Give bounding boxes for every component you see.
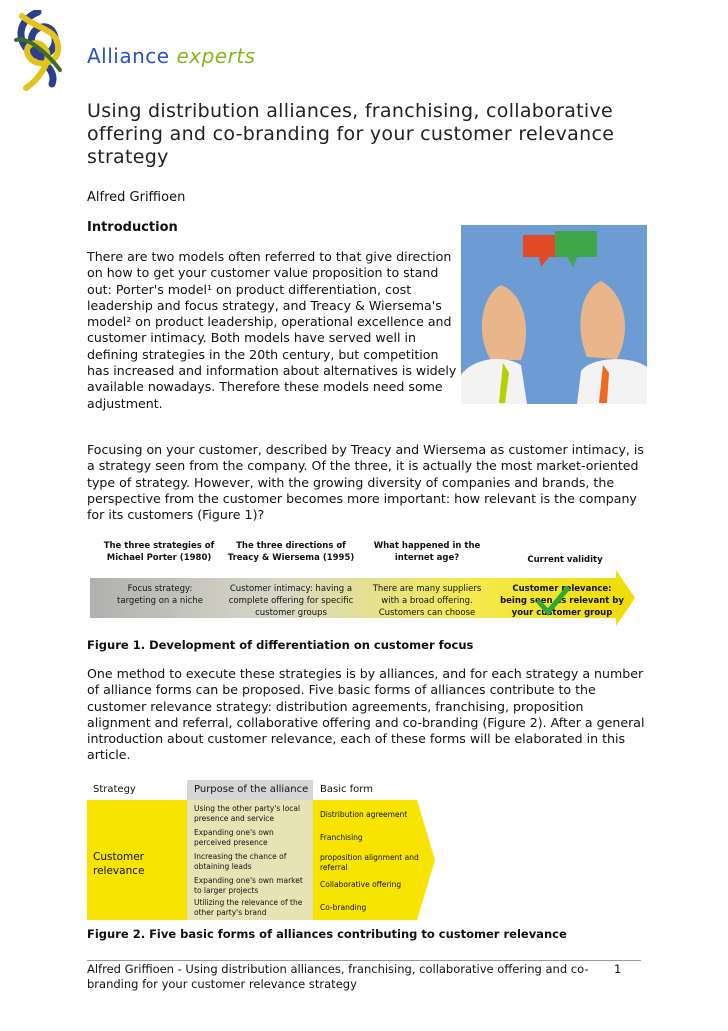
paragraph-1: There are two models often referred to that give direction on how to get your customer value proposition to stand out: Porter's model¹ on product differentiation, cost leadership and focus strategy, and Treacy & Wiersema's model² on product leadership, operational excellence and customer intimacy. Both models have served well in defining strategies in the 20th century, but competition has increased and information about alternatives is widely available nowadays. Therefore these models need some adjustment. [87, 249, 457, 411]
brand-title [87, 44, 256, 68]
fig1-header-treacy: The three directions of Treacy & Wiersema (1995) [227, 541, 355, 563]
fig1-cell-intimacy: Customer intimacy: having a complete offering for specific customer groups [228, 584, 354, 618]
figure-1-caption: Figure 1. Development of differentiation on customer focus [87, 638, 474, 652]
fig2-form-5: Co-branding [320, 903, 367, 912]
page-number: 1 [614, 962, 622, 976]
fig2-header-basic-form: Basic form [320, 784, 373, 795]
fig2-purpose-2: Expanding one's own perceived presence [194, 828, 274, 847]
paragraph-3: One method to execute these strategies is by alliances, and for each strategy a number of alliance forms can be proposed. Five basic forms of alliances contribute to the customer relevance strategy: distribution agreements, franchising, proposition alignment and referral, collaborative offering and co-branding (Figure 2). After a general introduction about customer relevance, each of these forms will be elaborated in this article. [87, 666, 645, 763]
figure-2-diagram [87, 780, 437, 920]
fig2-form-2: Franchising [320, 833, 363, 842]
fig2-purpose-4: Expanding one's own market to larger projects [194, 876, 303, 895]
fig2-header-purpose: Purpose of the alliance [194, 784, 309, 795]
checkmark-icon [536, 586, 570, 616]
talking-people-illustration [461, 225, 647, 404]
fig1-header-porter: The three strategies of Michael Porter (1980) [103, 541, 215, 563]
footer-divider [87, 960, 641, 961]
footer-text: Alfred Griffioen - Using distribution alliances, franchising, collaborative offering and co-branding for your customer relevance strategy [87, 962, 589, 991]
fig2-header-strategy: Strategy [93, 784, 136, 795]
brand-experts: experts [176, 44, 256, 68]
figure-1-diagram [90, 540, 635, 630]
fig1-cell-focus: Focus strategy: targeting on a niche [117, 584, 203, 606]
fig1-header-validity: Current validity [527, 555, 603, 565]
fig1-header-internet: What happened in the internet age? [373, 541, 481, 563]
document-title: Using distribution alliances, franchising, collaborative offering and co-branding for your customer relevance strategy [87, 100, 615, 168]
brand-alliance: Alliance [87, 44, 170, 68]
paragraph-2: Focusing on your customer, described by Treacy and Wiersema as customer intimacy, is a strategy seen from the company. Of the three, it is actually the most market-oriented type of strategy. However, with the growing diversity of companies and brands, the perspective from the customer becomes more important: how relevant is the company for its customers (Figure 1)? [87, 442, 644, 523]
author: Alfred Griffioen [87, 190, 186, 205]
section-heading-introduction: Introduction [87, 220, 178, 235]
figure-2-caption: Figure 2. Five basic forms of alliances contributing to customer relevance [87, 927, 567, 941]
fig2-purpose-1: Using the other party's local presence and service [194, 804, 301, 823]
fig2-strategy-customer-relevance: Customer relevance [93, 851, 145, 877]
fig1-cell-suppliers: There are many suppliers with a broad offering. Customers can choose [372, 584, 482, 618]
fig2-form-3: proposition alignment and referral [320, 853, 419, 872]
fig1-cell-relevance: Customer relevance: being seen as relevant by your customer group [500, 584, 624, 618]
fig2-purpose-5: Utilizing the relevance of the other party's brand [194, 898, 303, 917]
fig2-form-1: Distribution agreement [320, 810, 408, 819]
fig2-purpose-3: Increasing the chance of obtaining leads [194, 852, 287, 871]
fig2-form-4: Collaborative offering [320, 880, 402, 889]
knot-logo [8, 10, 68, 92]
